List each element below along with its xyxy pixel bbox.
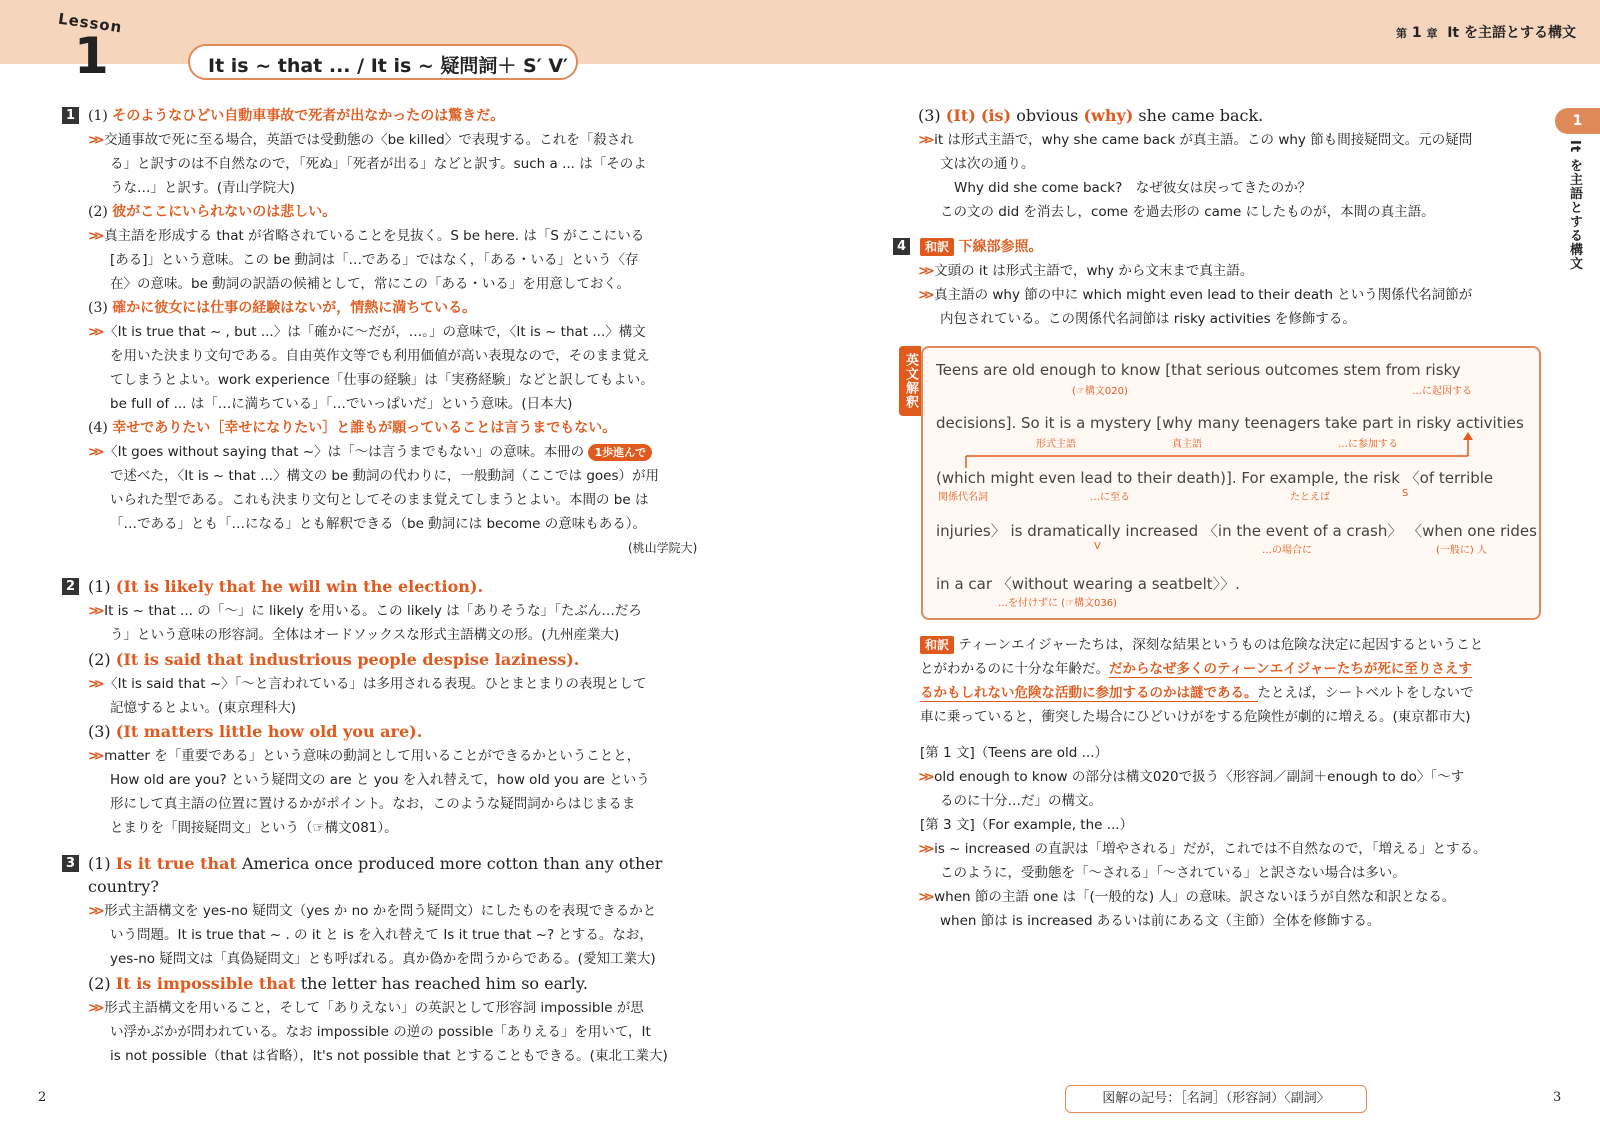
answer-line: (2) (It is said that industrious people despise laziness). bbox=[88, 650, 580, 669]
translation-line: とがわかるのに十分な年齢だ。だからなぜ多くのティーンエイジャーたちが死に至りさえす bbox=[920, 661, 1472, 677]
answer-line: (1) Is it true that America once produced more cotton than any other bbox=[88, 854, 663, 873]
analysis-line: (which might even lead to their death)]. For example, the risk 〈of terrible bbox=[936, 469, 1494, 487]
page-number: 2 bbox=[38, 1090, 47, 1105]
arrow-icon: >> bbox=[918, 770, 930, 785]
answer-line: (4) 幸せでありたい［幸せになりたい］と誰もが願っていることは言うまでもない。 bbox=[88, 420, 617, 436]
left-page: 1 (1) そのようなひどい自動車事故で死者が出なかったのは驚きだ。 >> 交通事故で死に至る場合，英語では受動態の〈be killed〉で表現する。これを「殺され る」と訳すのは不自然なので，「死ぬ」「死者が出る」などと訳す。such a ... は「そのよ うな…」と訳す。(青山学院大) (2) 彼がここにいられないのは悲しい。 >> 真主語を形成する that が省略されていることを見抜く。S be here. は「S がここにいる [ある]」という意味。この be 動詞は「…である」ではなく，「ある・いる」という〈存 在〉の意味。be 動詞の訳語の候補として，常にこの「ある・いる」を用意しておく。 (3) 確かに彼女には仕事の経験はないが，情熱に満ちている。 >> 〈It is true that ~ , but ...〉は「確かに～だが，…。」の意味で，〈It is ~ that ...〉構文 を用いた決まり文句である。自由英作文等でも利用価値が高い表現なので，そのまま覚え てしまうとよい。work experience「仕事の経験」は「実務経験」などと訳してもよい。 be full of ... は「…に満ちている」「…でいっぱいだ」という意味。(日本大) (4) 幸せでありたい［幸せになりたい］と誰もが願っていることは言うまでもない。 >> 〈It goes without saying that ~〉は「～は言うまでもない」の意味。本冊の 1歩進んで で述べた，〈It is ~ that ...〉構文の be 動詞の代わりに，一般動詞（ここでは goes）が用 いられた型である。これも決まり文句としてそのまま覚えてしまうとよい。本間の be は 「…である」とも「…になる」とも解釈できる（be 動詞には become の意味もある）。 (桃山学院大) 2 (1) (It is likely that he will win the election). >> It is ~ that ... の「～」に likely を用いる。この likely は「ありそうな」「たぶん…だろ う」という意味の形容詞。全体はオードソックスな形式主語構文の形。(九州産業大) (2) (It is said that industrious people despise laziness). >> 〈It is said that ~〉「～と言われている」は多用される表現。ひとまとまりの表現として 記憶するとよい。(東京理科大) (3) (It matters little how old you are). >> matter を「重要である」という意味の動詞として用いることができるかということと， How old are you? という疑問文の are と you を入れ替えて，how old you are という 形にして真主語の位置に置けるかがポイント。なお，このような疑問詞からはじまるま とまりを「間接疑問文」という（☞構文081）。 3 (1) Is it true that America once produced more cotton than any other country? >> 形式主語構文を yes-no 疑問文（yes か no かを問う疑問文）にしたものを表現できるかと いう問題。It is true that ~ . の it と is を入れ替えて Is it true that ~? とする。なお， yes-no 疑問文は「真偽疑問文」とも呼ばれる。真か偽かを問うからである。(愛知工業大) (2) It is impossible that the letter has reached him so early. >> 形式主語構文を用いること，そして「ありえない」の英訳として形容詞 impossible が思 い浮かぶかが問われている。なお impossible の逆の possible「ありえる」を用いて，It is not possible（that は省略），It's not possible that とすることもできる。(東北工業大) bbox=[0, 0, 760, 1135]
answer-line: (3) 確かに彼女には仕事の経験はないが，情熱に満ちている。 bbox=[88, 300, 477, 316]
analysis-line: in a car 〈without wearing a seatbelt〉〉. bbox=[936, 575, 1240, 593]
side-tab-label: It を主語とする構文 bbox=[1567, 140, 1582, 271]
translation-tag: 和訳 bbox=[920, 238, 954, 256]
page-number: 3 bbox=[1553, 1090, 1562, 1105]
arrow-icon: >> bbox=[918, 288, 930, 303]
translation-line: 和訳 ティーンエイジャーたちは，深刻な結果というものは危険な決定に起因するということ bbox=[920, 633, 1483, 654]
analysis-tab: 英文解釈 bbox=[899, 346, 921, 416]
right-page: (3) (It) (is) obvious (why) she came back. >> it は形式主語で，why she came back が真主語。この why 節も間接疑問文。元の疑問 文は次の通り。 Why did she come back? なぜ彼女は戻ってきたのか？ この文の did を消去し，come を過去形の came にしたものが，本間の真主語。 4 和訳 下線部参照。 >> 文頭の it は形式主語で，why から文末まで真主語。 >> 真主語の why 節の中に which might even lead to their death という関係代名詞節が 内包されている。この関係代名詞節は risky activities を修飾する。 bbox=[0, 0, 1600, 1135]
answer-line: (3) (It matters little how old you are). bbox=[88, 722, 423, 741]
arrow-icon: >> bbox=[88, 445, 100, 460]
answer-line: (3) (It) (is) obvious (why) she came back. bbox=[918, 106, 1264, 125]
arrow-icon: >> bbox=[918, 890, 930, 905]
arrow-icon: >> bbox=[918, 133, 930, 148]
question-number: 2 bbox=[62, 578, 79, 595]
question-number: 4 bbox=[893, 238, 910, 255]
lesson-number: 1 bbox=[74, 27, 109, 85]
arrow-icon: >> bbox=[88, 133, 100, 148]
chapter-title: 第 1 章 It を主語とする構文 bbox=[1395, 25, 1576, 41]
question-number: 1 bbox=[62, 107, 79, 124]
arrow-icon: >> bbox=[918, 264, 930, 279]
translation-tag: 和訳 bbox=[920, 636, 954, 654]
lesson-title: It is ~ that ... / It is ~ 疑問詞＋ S′ V′ bbox=[188, 44, 578, 80]
answer-line: (2) It is impossible that the letter has reached him so early. bbox=[88, 974, 588, 993]
arrow-icon: >> bbox=[88, 749, 100, 764]
analysis-line: Teens are old enough to know [that serious outcomes stem from risky bbox=[936, 361, 1461, 379]
arrow-icon: >> bbox=[88, 604, 100, 619]
side-tab-number: 1 bbox=[1555, 108, 1600, 134]
answer-line: (1) (It is likely that he will win the election). bbox=[88, 577, 484, 596]
answer-line: (1) そのようなひどい自動車事故で死者が出なかったのは驚きだ。 bbox=[88, 108, 505, 124]
translation-line: 車に乗っていると，衝突した場合にひどいけがをする危険性が劇的に増える。(東京都市大) bbox=[920, 709, 1471, 725]
arrow-icon: >> bbox=[88, 904, 100, 919]
arrow-icon: >> bbox=[88, 677, 100, 692]
reference-badge: 1歩進んで bbox=[588, 444, 652, 461]
arrow-icon: >> bbox=[88, 1001, 100, 1016]
question-number: 3 bbox=[62, 855, 79, 872]
analysis-line: decisions]. So it is a mystery [why many teenagers take part in risky activities bbox=[936, 414, 1524, 432]
arrow-icon: >> bbox=[88, 325, 100, 340]
notation-legend: 図解の記号：［名詞］（形容詞）〈副詞〉 bbox=[1065, 1085, 1367, 1113]
answer-line: (2) 彼がここにいられないのは悲しい。 bbox=[88, 204, 337, 220]
sentence-label: [第 3 文]（For example, the ...） bbox=[920, 817, 1134, 833]
modifier-arrow bbox=[960, 432, 1480, 472]
sentence-label: [第 1 文]（Teens are old ...） bbox=[920, 745, 1109, 761]
arrow-icon: >> bbox=[88, 229, 100, 244]
translation-line: るかもしれない危険な活動に参加するのかは謎である。たとえば，シートベルトをしないで bbox=[920, 685, 1474, 701]
arrow-icon: >> bbox=[918, 842, 930, 857]
lesson-label: Lesson bbox=[57, 9, 124, 37]
analysis-line: injuries〉 is dramatically increased 〈in the event of a crash〉 〈when one rides bbox=[936, 522, 1537, 540]
